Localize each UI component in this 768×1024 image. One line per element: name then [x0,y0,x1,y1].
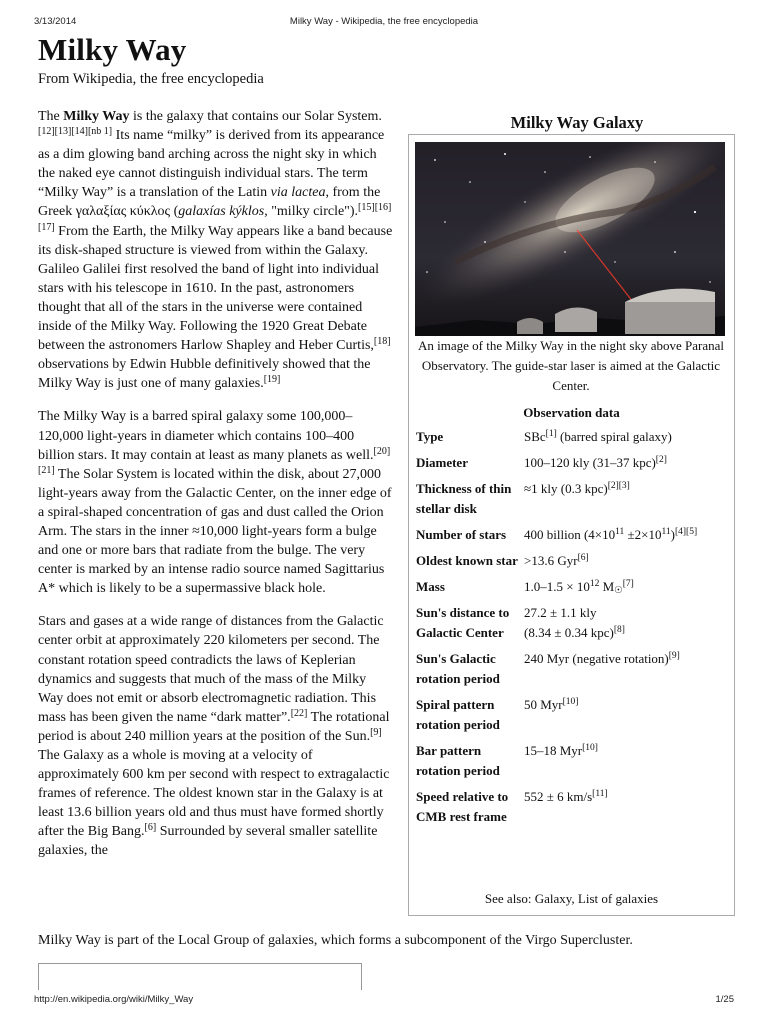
observation-data-heading: Observation data [523,405,620,420]
ref-link[interactable]: [2][3] [607,481,630,491]
milky-way-photo[interactable] [415,142,725,336]
ref-link[interactable]: [22] [290,707,308,719]
row-sun-distance: Sun's distance to Galactic Center27.2 ± 1.1 kly (8.34 ± 0.34 kpc)[8] [416,605,625,640]
row-thickness: Thickness of thin stellar disk≈1 kly (0.3 kpc)[2][3] [416,481,630,516]
latin-term: via lactea [270,185,326,201]
row-type: Type SBc[1] (barred spiral galaxy) [416,429,672,444]
row-diameter: Diameter 100–120 kly (31–37 kpc)[2] [416,455,667,470]
ref-link[interactable]: [18] [373,336,391,348]
ref-link[interactable]: [4][5] [674,527,698,537]
paragraph-2: The Milky Way is a barred spiral galaxy some 100,000–120,000 light-years in diameter which contains 100–400 billion stars. It may contain at least as many planets as well.[20][21] The Solar System is located within the disk, about 27,000 light-years away from the Galactic Center, on the inner edge of a spiral-shaped concentration of gas and dust called the Orion Arm. The stars in the inner ≈10,000 light-years form a bulge and one or more bars that radiate from the bulge. The very center is marked by an intense radio source named Sagittarius A* which is likely to be a supermassive black hole. [38,409,392,597]
transliteration: galaxías kýklos [178,204,265,220]
article-body [38,107,394,875]
ref-link[interactable]: [11] [592,789,608,799]
ref-link[interactable]: [8] [613,625,625,635]
row-number-of-stars: Number of stars 400 billion $(4\times 10^{11} \pm 2\times 10^{11})[4][5]$ [416,527,698,542]
tagline: From Wikipedia, the free encyclopedia [38,71,264,87]
contents-box-edge [38,963,362,990]
print-header [34,16,734,30]
page-number: 1/25 [715,994,734,1005]
infobox [408,134,735,916]
page-title: Milky Way [38,32,187,67]
row-cmb-speed: Speed relative to CMB rest frame552 ± 6 km/s[11] [416,789,608,824]
row-bar-period: Bar pattern rotation period15–18 Myr[10] [416,743,598,778]
row-mass: Mass $1.0-1.5 \times 10^{12}$ $M_☉[7]$ [416,579,634,596]
ref-link[interactable]: [12][13][14][nb 1] [38,126,113,138]
row-oldest-star: Oldest known star >13.6 Gyr[6] [416,553,589,568]
see-also[interactable]: See also: Galaxy, List of galaxies [484,891,659,906]
ref-link[interactable]: [19] [263,374,281,386]
print-date: 3/13/2014 [34,16,77,27]
observation-table [416,427,732,833]
paragraph-3-last-line: Milky Way is part of the Local Group of galaxies, which forms a subcomponent of the Virgo Supercluster. [38,933,633,948]
paragraph-1: The Milky Way is the galaxy that contains our Solar System.[12][13][14][nb 1] Its name “milky” is derived from its appearance as a dim glowing band arching across the night sky in which the naked eye cannot distinguish individual stars. The term “Milky Way” is a translation of the Latin via lactea, from the Greek γαλαξίας κύκλος (galaxías kýklos, "milky circle").[15][16][17] From the Earth, the Milky Way appears like a band because its disk-shaped structure is viewed from within the Galaxy. Galileo Galilei first resolved the band of light into individual stars with his telescope in 1610. In the past, astronomers thought that all of the stars in the universe were contained inside of the Milky Way. Following the 1920 Great Debate between the astronomers Harlow Shapley and Heber Curtis,[18] observations by Edwin Hubble definitively showed that the Milky Way is just one of many galaxies.[19] [38,109,393,392]
ref-link[interactable]: [7] [622,579,634,589]
ref-link[interactable]: [2] [655,455,667,465]
ref-link[interactable]: [1] [545,429,557,439]
ref-link[interactable]: [15][16][17] [38,202,392,233]
solar-symbol: ☉ [614,586,623,596]
milky-way-photo-svg [415,142,725,336]
ref-link[interactable]: [9] [668,651,680,661]
ref-link[interactable]: [20][21] [38,445,391,476]
ref-link[interactable]: [6] [144,822,157,834]
print-footer [34,994,734,1008]
ref-link[interactable]: [10] [562,697,579,707]
page-url[interactable]: http://en.wikipedia.org/wiki/Milky_Way [34,994,194,1005]
row-spiral-period: Spiral pattern rotation period50 Myr[10] [416,697,579,732]
row-rotation-period: Sun's Galactic rotation period240 Myr (negative rotation)[9] [416,651,680,686]
ref-link[interactable]: [6] [577,553,589,563]
infobox-title: Milky Way Galaxy [510,113,644,132]
image-caption: An image of the Milky Way in the night sky above Paranal Observatory. The guide-star laser is aimed at the Galactic Center. [418,338,724,393]
bold-term: Milky Way [63,109,130,124]
ref-link[interactable]: [9] [370,726,382,738]
print-title: Milky Way - Wikipedia, the free encyclopedia [289,16,479,27]
paragraph-3: Stars and gases at a wide range of distances from the Galactic center orbit at approximately 220 kilometers per second. The constant rotation speed contradicts the laws of Keplerian dynamics and suggests that much of the mass of the Milky Way does not emit or absorb electromagnetic radiation. This mass has been given the name “dark matter”.[22] The rotational period is about 240 million years at the position of the Sun.[9] The Galaxy as a whole is moving at a velocity of approximately 600 km per second with respect to extragalactic frames of reference. The oldest known star in the Galaxy is at least 13.6 billion years old and thus must have formed shortly after the Big Bang.[6] Surrounded by several smaller satellite galaxies, the [38,614,390,859]
type-link[interactable]: SBc [524,429,546,444]
ref-link[interactable]: [10] [582,743,598,753]
